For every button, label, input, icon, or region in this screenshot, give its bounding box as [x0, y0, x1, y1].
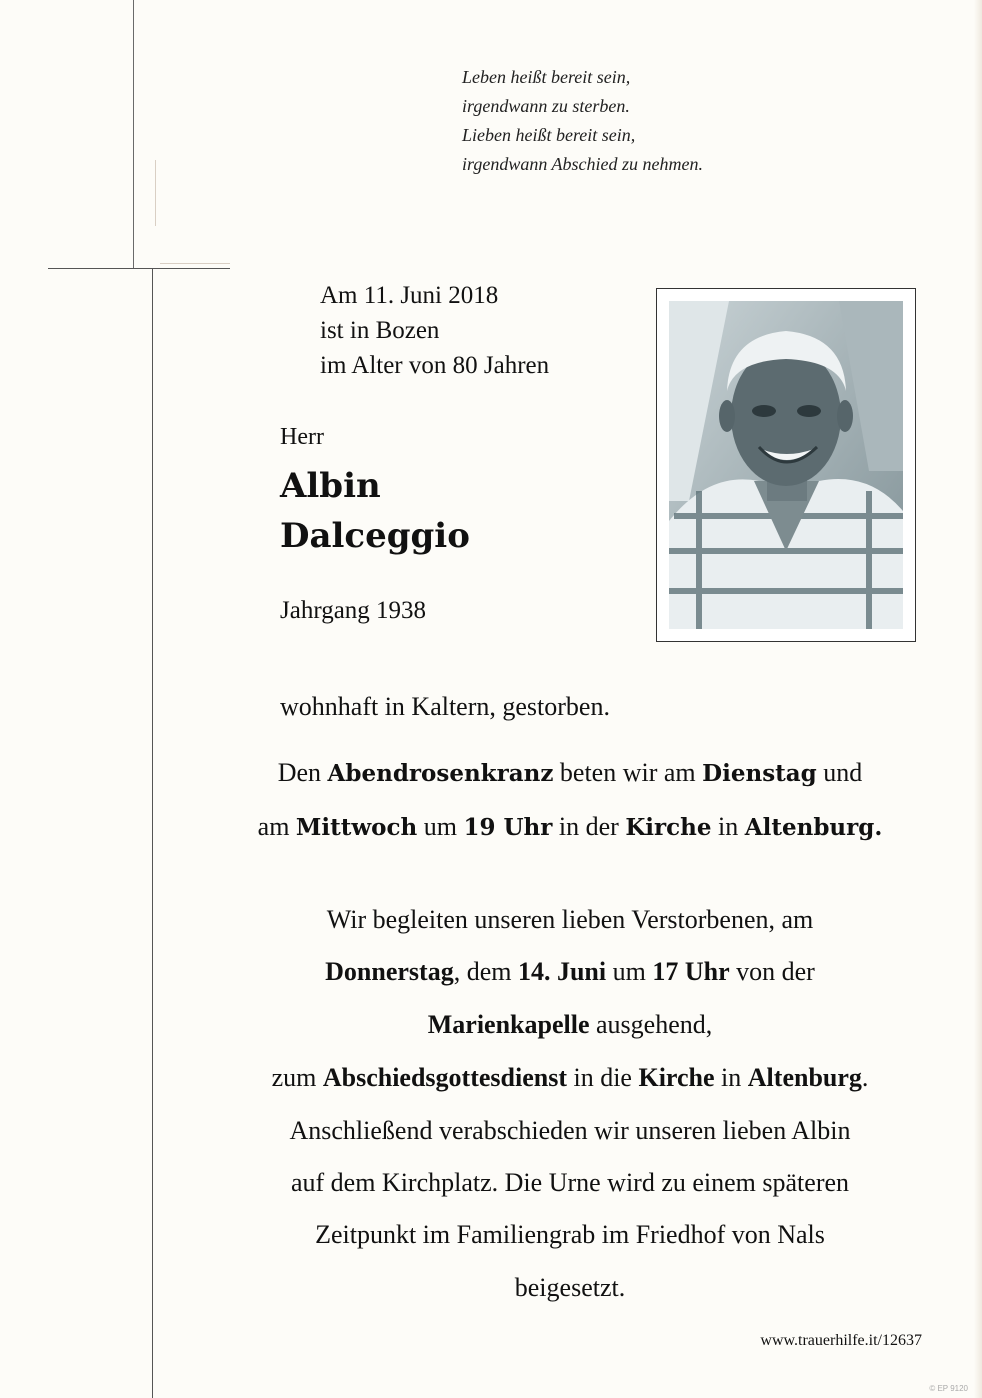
cross-vertical-upper-shadow [155, 160, 156, 226]
funeral-line-8 [160, 1273, 980, 1303]
rosary-highlight: Altenburg. [744, 814, 883, 841]
memorial-poem [462, 63, 703, 179]
funeral-line-2 [160, 957, 980, 987]
intro-line: ist in Bozen [320, 317, 440, 344]
rosary-highlight: 19 Uhr [463, 814, 553, 841]
funeral-text: ausgehend, [589, 1010, 713, 1039]
funeral-text: von der [729, 957, 815, 986]
funeral-text: . [861, 1063, 869, 1092]
poem-line: Lieben heißt bereit sein, [462, 125, 636, 145]
funeral-highlight: 14. Juni [517, 957, 607, 986]
funeral-text: um [606, 957, 653, 986]
cross-vertical-lower [152, 268, 153, 1398]
funeral-text: beigesetzt. [514, 1273, 626, 1302]
rosary-highlight: Abendrosenkranz [327, 760, 554, 787]
funeral-line-5 [160, 1116, 980, 1146]
rosary-text: am [257, 812, 296, 841]
rosary-text: Den [277, 758, 328, 787]
funeral-highlight: Donnerstag [325, 957, 454, 986]
poem-line: irgendwann Abschied zu nehmen. [462, 154, 703, 174]
intro-line: im Alter von 80 Jahren [320, 352, 550, 379]
rosary-highlight: Mittwoch [295, 814, 418, 841]
salutation: Herr [280, 424, 324, 450]
poem-line: Leben heißt bereit sein, [462, 67, 631, 87]
funeral-highlight: Marienkapelle [427, 1010, 590, 1039]
footer-code: © EP 9120 [929, 1384, 968, 1393]
poem-line: irgendwann zu sterben. [462, 96, 630, 116]
deceased-last-name: Dalceggio [280, 516, 470, 556]
rosary-text: in der [552, 812, 626, 841]
funeral-text: in die [566, 1063, 639, 1092]
cross-horizontal-bar [48, 268, 230, 269]
rosary-text: und [816, 758, 863, 787]
portrait-photo [669, 301, 903, 629]
death-notice-intro [320, 278, 549, 383]
funeral-line-7 [160, 1220, 980, 1250]
portrait-illustration [669, 301, 903, 629]
funeral-highlight: 17 Uhr [652, 957, 730, 986]
funeral-line-3 [160, 1010, 980, 1040]
funeral-highlight: Altenburg [747, 1063, 862, 1092]
cross-horizontal-shadow [160, 263, 230, 264]
funeral-text: , dem [453, 957, 518, 986]
funeral-text: Zeitpunkt im Familiengrab im Friedhof von Nals [315, 1220, 825, 1249]
rosary-line-2 [160, 812, 980, 842]
funeral-line-4 [160, 1063, 980, 1093]
rosary-text: beten wir am [553, 758, 703, 787]
intro-line: Am 11. Juni 2018 [320, 282, 499, 309]
funeral-text: Wir begleiten unseren lieben Verstorbenen, am [326, 905, 814, 934]
funeral-text: zum [271, 1063, 323, 1092]
funeral-line-6 [160, 1168, 980, 1198]
rosary-text: um [417, 812, 464, 841]
funeral-text: auf dem Kirchplatz. Die Urne wird zu einem späteren [290, 1168, 850, 1197]
residence-line: wohnhaft in Kaltern, gestorben. [280, 692, 610, 721]
funeral-text: in [714, 1063, 748, 1092]
rosary-text: in [711, 812, 745, 841]
footer-url: www.trauerhilfe.it/12637 [760, 1332, 922, 1349]
funeral-line-1 [160, 905, 980, 935]
portrait-frame [656, 288, 916, 642]
rosary-highlight: Dienstag [702, 760, 817, 787]
birth-year: Jahrgang 1938 [280, 597, 427, 624]
funeral-highlight: Abschiedsgottesdienst [322, 1063, 567, 1092]
rosary-highlight: Kirche [625, 814, 712, 841]
funeral-highlight: Kirche [638, 1063, 715, 1092]
funeral-text: Anschließend verabschieden wir unseren lieben Albin [289, 1116, 851, 1145]
deceased-first-name: Albin [280, 466, 381, 506]
cross-vertical-upper [133, 0, 134, 268]
rosary-line-1 [160, 758, 980, 788]
